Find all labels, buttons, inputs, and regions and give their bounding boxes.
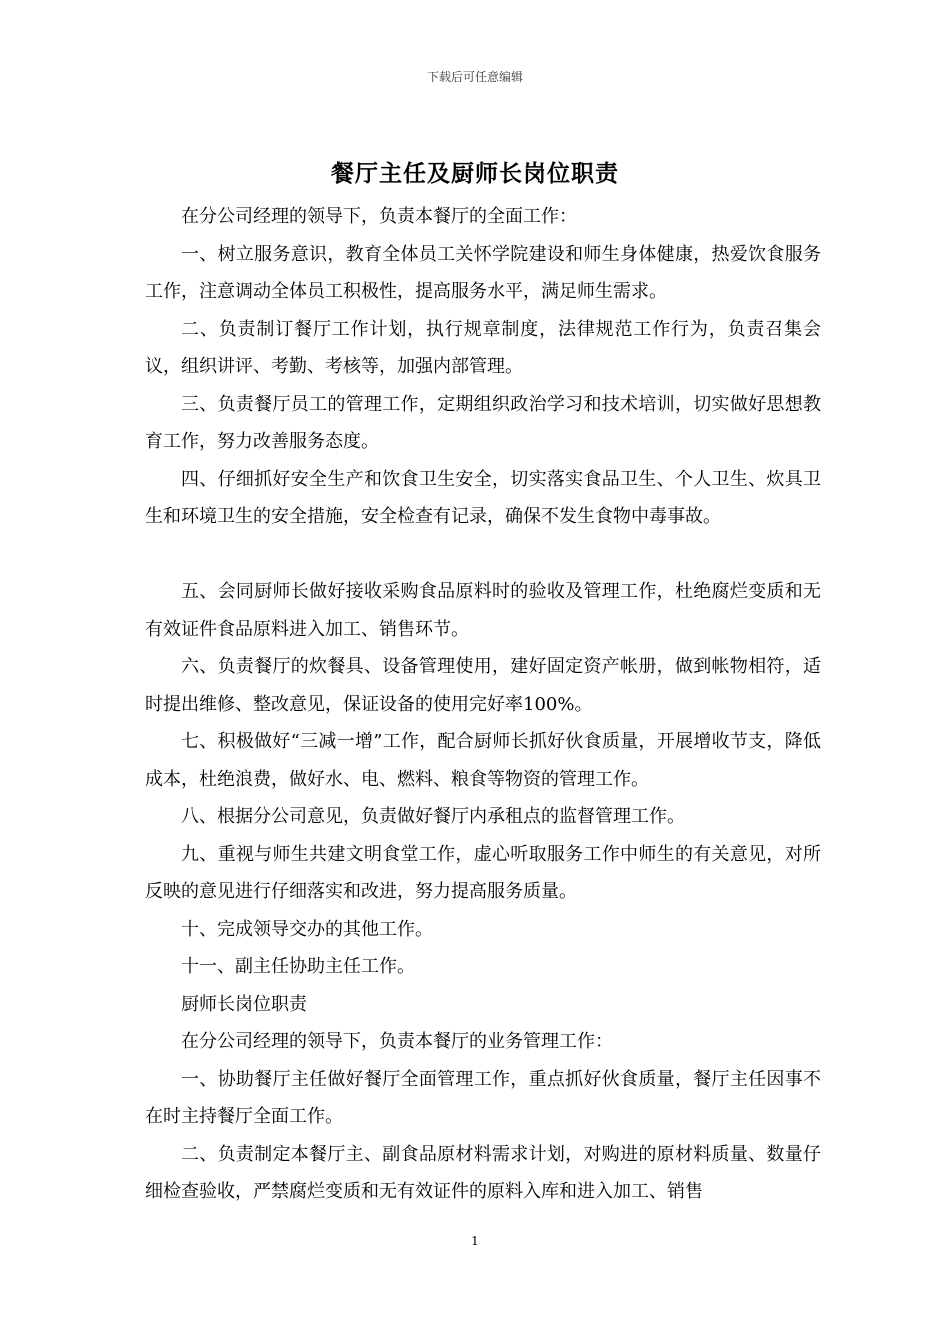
paragraph-item-8: 八、根据分公司意见，负责做好餐厅内承租点的监督管理工作。 [181, 806, 685, 827]
paragraph-chef-intro: 在分公司经理的领导下，负责本餐厅的业务管理工作： [181, 1031, 613, 1052]
paragraph-item-4: 四、仔细抓好安全生产和饮食卫生安全，切实落实食品卫生、个人卫生、炊具卫生和环境卫生的安全措施，安全检查有记录，确保不发生食物中毒事故。 [145, 468, 821, 527]
paragraph-item-5: 五、会同厨师长做好接收采购食品原料时的验收及管理工作，杜绝腐烂变质和无有效证件食品原料进入加工、销售环节。 [145, 581, 821, 640]
paragraph-item-11: 十一、副主任协助主任工作。 [181, 956, 415, 977]
paragraph-item-7: 七、积极做好“三减一增”工作，配合厨师长抓好伙食质量，开展增收节支，降低成本，杜绝浪费，做好水、电、燃料、粮食等物资的管理工作。 [145, 731, 821, 790]
blank-line [145, 536, 821, 574]
page-title: 餐厅主任及厨师长岗位职责 [331, 160, 619, 187]
paragraph-item-2: 二、负责制订餐厅工作计划，执行规章制度，法律规范工作行为，负责召集会议，组织讲评、考勤、考核等，加强内部管理。 [145, 318, 821, 377]
section-heading-chef: 厨师长岗位职责 [181, 993, 307, 1015]
paragraph-item-3: 三、负责餐厅员工的管理工作，定期组织政治学习和技术培训，切实做好思想教育工作，努力改善服务态度。 [145, 393, 821, 452]
paragraph-item-9: 九、重视与师生共建文明食堂工作，虚心听取服务工作中师生的有关意见，对所反映的意见进行仔细落实和改进，努力提高服务质量。 [145, 843, 821, 902]
paragraph-chef-item-2: 二、负责制定本餐厅主、副食品原材料需求计划，对购进的原材料质量、数量仔细检查验收，严禁腐烂变质和无有效证件的原料入库和进入加工、销售 [145, 1143, 821, 1202]
header-note: 下载后可任意编辑 [426, 70, 523, 84]
paragraph-item-6: 六、负责餐厅的炊餐具、设备管理使用，建好固定资产帐册，做到帐物相符，适时提出维修、整改意见，保证设备的使用完好率100%。 [145, 656, 821, 715]
paragraph-intro: 在分公司经理的领导下，负责本餐厅的全面工作： [181, 206, 577, 227]
document-body [145, 198, 821, 1211]
paragraph-item-10: 十、完成领导交办的其他工作。 [181, 918, 433, 940]
paragraph-item-1: 一、树立服务意识，教育全体员工关怀学院建设和师生身体健康，热爱饮食服务工作，注意调动全体员工积极性，提高服务水平，满足师生需求。 [145, 243, 821, 302]
page-number: 1 [471, 1234, 479, 1248]
paragraph-chef-item-1: 一、协助餐厅主任做好餐厅全面管理工作，重点抓好伙食质量，餐厅主任因事不在时主持餐厅全面工作。 [145, 1068, 821, 1127]
